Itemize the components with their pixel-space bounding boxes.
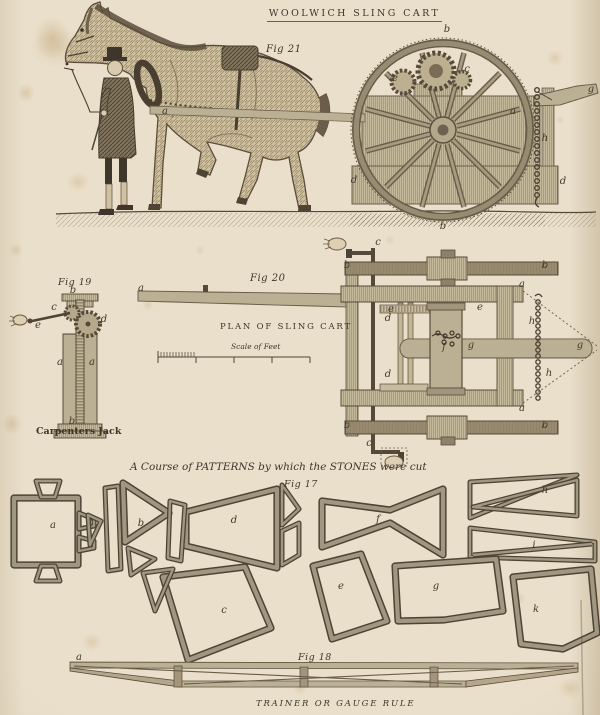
carpenters-jack-caption: Carpenters Jack xyxy=(36,426,122,437)
paper-crease xyxy=(581,600,583,715)
fig19-label: Fig 19 xyxy=(58,277,92,288)
part-label-fig17-b: b xyxy=(137,517,145,529)
part-label-fig20-a: a xyxy=(138,282,144,294)
part-label-fig20-h: h xyxy=(545,367,553,379)
part-label-fig17-f: f xyxy=(376,513,380,525)
fig18-label: Fig 18 xyxy=(298,652,332,663)
part-label-fig21-b: b xyxy=(439,220,447,232)
part-label-fig19-a: a xyxy=(57,356,63,368)
part-label-fig20-b: b xyxy=(343,419,351,431)
part-label-fig21-d: d xyxy=(559,175,567,187)
part-label-fig20-g: g xyxy=(576,339,584,351)
part-label-fig21-e: e xyxy=(392,72,398,84)
part-label-fig19-c: c xyxy=(51,301,57,313)
part-label-fig17-a: a xyxy=(50,519,56,531)
part-label-fig21-b: b xyxy=(443,23,451,35)
part-label-fig20-e: e xyxy=(388,303,394,315)
fig18-drawing xyxy=(70,662,578,687)
part-label-fig19-e: e xyxy=(35,319,41,331)
scale-of-feet-caption: Scale of Feet xyxy=(231,342,281,351)
part-label-fig21-c: c xyxy=(464,63,470,75)
part-label-fig19-b: b xyxy=(69,284,77,296)
part-label-fig20-c: c xyxy=(375,236,381,248)
part-label-fig17-g: g xyxy=(432,580,440,592)
part-label-fig21-g: g xyxy=(587,83,595,95)
part-label-fig21-a: a xyxy=(162,105,168,117)
fig17-drawing xyxy=(14,475,597,660)
part-label-fig19-a: a xyxy=(89,356,95,368)
part-label-fig21-a: a xyxy=(510,105,516,117)
patterns-heading: A Course of PATTERNS by which the STONES were cut xyxy=(130,461,427,473)
part-label-fig20-h: h xyxy=(528,315,536,327)
part-label-fig20-d: d xyxy=(384,312,392,324)
fig20-label: Fig 20 xyxy=(250,273,286,284)
part-label-fig20-a: a xyxy=(519,402,525,414)
fig21-drawing xyxy=(56,2,598,227)
part-label-fig20-g: g xyxy=(467,339,475,351)
part-label-fig20-c: c xyxy=(366,437,372,449)
part-label-fig17-c: c xyxy=(221,604,227,616)
fig20-drawing xyxy=(138,238,597,468)
part-label-fig20-f: f xyxy=(442,341,446,353)
part-label-fig20-a: a xyxy=(519,278,525,290)
part-label-fig17-i: i xyxy=(532,539,536,551)
fig17-label: Fig 17 xyxy=(284,479,318,490)
part-label-fig20-b: b xyxy=(541,259,549,271)
part-label-fig17-h: h xyxy=(541,484,549,496)
part-label-fig20-b: b xyxy=(541,419,549,431)
part-label-fig18-a: a xyxy=(76,651,82,663)
trainer-caption: TRAINER OR GAUGE RULE xyxy=(256,699,416,709)
part-label-fig17-k: k xyxy=(532,603,540,615)
scale-bar xyxy=(158,351,310,363)
part-label-fig19-b: b xyxy=(68,415,76,427)
part-label-fig17-d: d xyxy=(230,514,238,526)
plate-title: WOOLWICH SLING CART xyxy=(222,8,487,19)
fig21-label: Fig 21 xyxy=(266,44,302,55)
part-label-fig17-e: e xyxy=(338,580,344,592)
part-label-fig21-h: h xyxy=(541,132,549,144)
plan-caption: PLAN OF SLING CART xyxy=(220,322,352,332)
part-label-fig20-d: d xyxy=(384,368,392,380)
part-label-fig19-d: d xyxy=(100,313,108,325)
part-label-fig20-b: b xyxy=(343,259,351,271)
fig19-drawing xyxy=(9,294,106,438)
part-label-fig21-d: d xyxy=(350,174,358,186)
part-label-fig20-e: e xyxy=(477,301,483,313)
